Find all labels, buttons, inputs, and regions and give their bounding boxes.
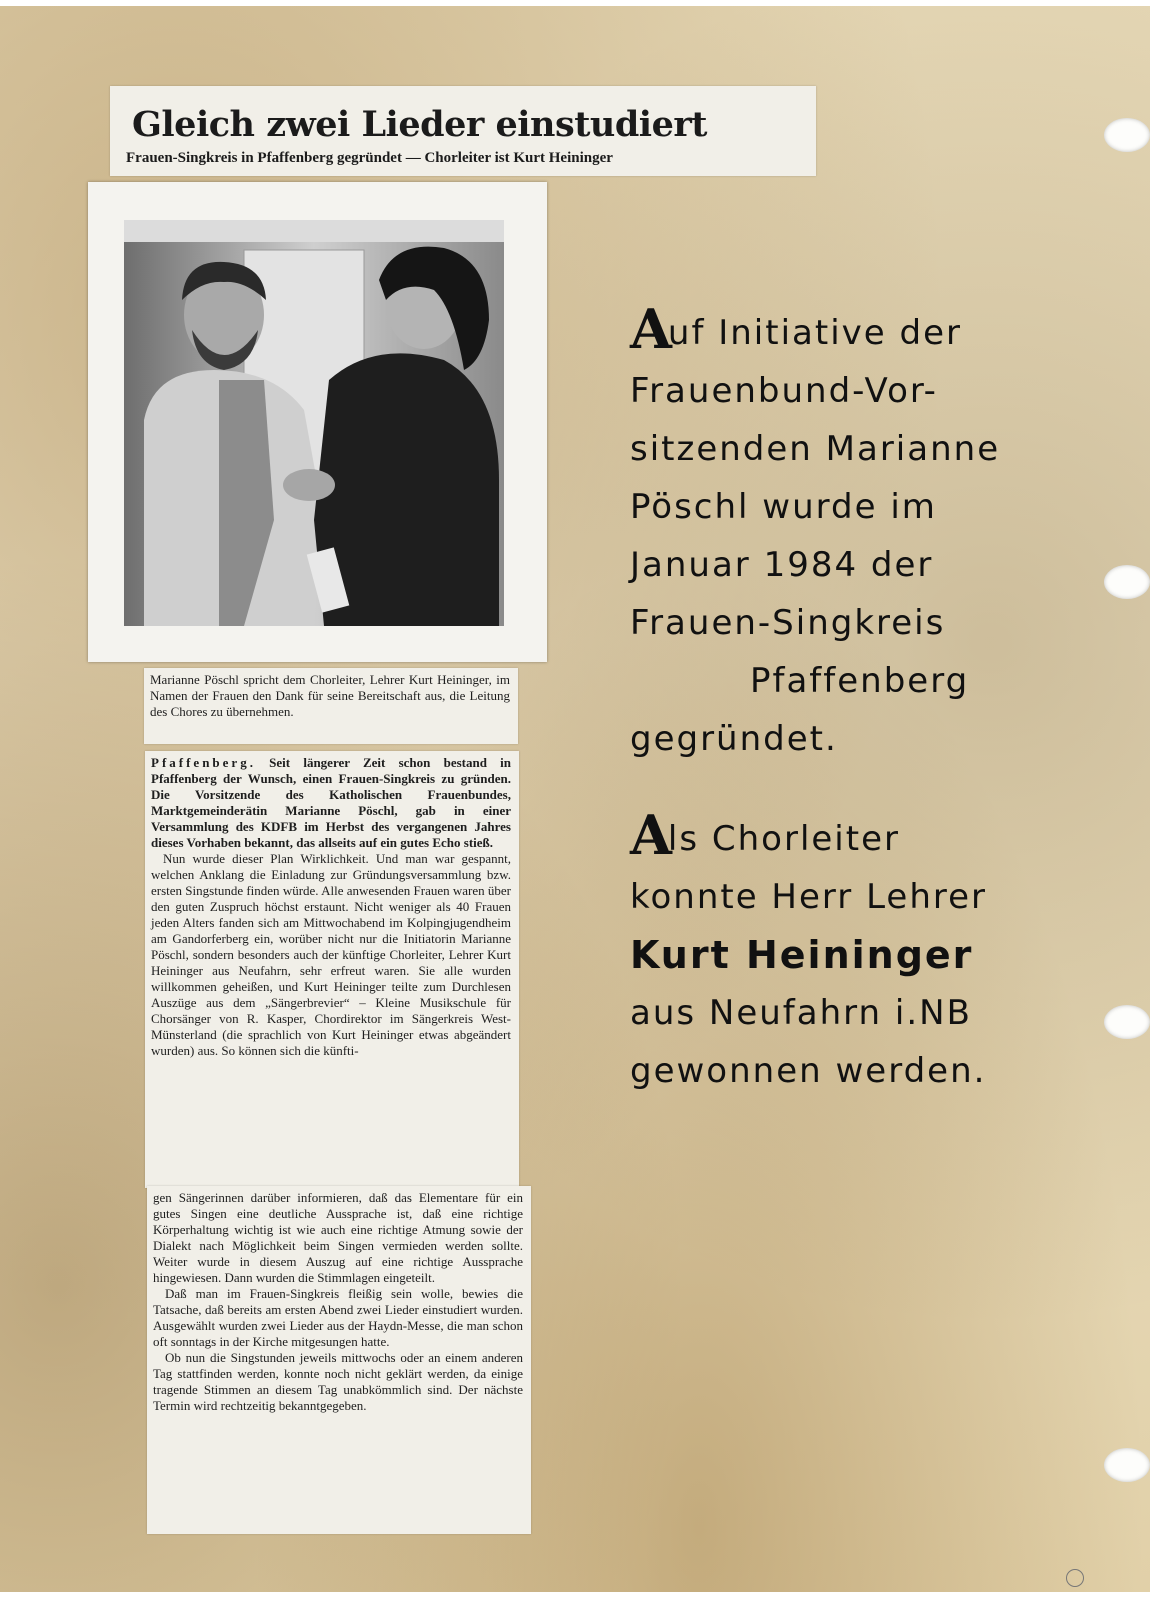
article-lead-paragraph bbox=[151, 755, 511, 851]
article-clipping-1 bbox=[145, 751, 519, 1188]
photo-caption-clipping bbox=[144, 668, 518, 744]
handwritten-line: aus Neufahrn i.NB bbox=[630, 993, 972, 1033]
handwritten-line: gewonnen werden. bbox=[630, 1051, 987, 1091]
handwritten-line: konnte Herr Lehrer bbox=[630, 877, 988, 917]
handwritten-text: uf Initiative der bbox=[667, 313, 962, 353]
headline-clipping bbox=[110, 86, 816, 176]
handwritten-text: ls Chorleiter bbox=[667, 819, 900, 859]
photo-illustration bbox=[124, 220, 504, 626]
photo-caption: Marianne Pöschl spricht dem Chorleiter, Lehrer Kurt Heininger, im Namen der Frauen den Dank für seine Bereitschaft aus, die Leitung des Chores zu übernehmen. bbox=[150, 672, 510, 719]
handwritten-line: sitzenden Marianne bbox=[630, 429, 1001, 469]
handwritten-name: Kurt Heininger bbox=[630, 933, 974, 977]
page-edge-bottom bbox=[0, 1592, 1165, 1607]
handwritten-line bbox=[630, 803, 1130, 868]
page-edge-top bbox=[0, 0, 1165, 6]
photo bbox=[124, 220, 504, 626]
punch-hole bbox=[1104, 118, 1150, 152]
handwritten-note bbox=[630, 297, 1130, 1100]
article-paragraph: Daß man im Frauen-Singkreis fleißig sein wolle, bewies die Tatsache, daß bereits am ersten Abend zwei Lieder einstudiert wurden. Ausgewählt wurden zwei Lieder aus der Haydn-Messe, die man schon oft sonntags in der Kirche mitgesungen hatte. bbox=[153, 1286, 523, 1349]
article-paragraph: gen Sängerinnen darüber informieren, daß das Elementare für ein gutes Singen eine deutliche Aussprache ist, daß eine richtige Körperhaltung wichtig ist wie auch eine richtige Atmung sowie der Dialekt nach Möglichkeit beim Singen vermieden werden sollte. Weiter wurde in diesem Auszug auf eine richtige Aussprache hingewiesen. Dann wurden die Stimmlagen eingeteilt. bbox=[153, 1190, 523, 1285]
article-dateline: Pfaffenberg. bbox=[151, 755, 256, 770]
punch-hole bbox=[1104, 1448, 1150, 1482]
handwritten-line bbox=[630, 297, 1130, 362]
article-paragraph: Nun wurde dieser Plan Wirklichkeit. Und man war gespannt, welchen Anklang die Einladung zur Gründungsversammlung bzw. ersten Singstunde finden würde. Alle anwesenden Frauen waren über den guten Zuspruch höchst erstaunt. Nicht weniger als 40 Frauen jeden Alters fanden sich am Mittwochabend im Kolpingjugendheim am Gandorferberg ein, worüber nicht nur die Initiatorin Marianne Pöschl, sondern besonders auch der künftige Chorleiter, Lehrer Kurt Heininger aus Neufahrn, sehr erfreut waren. Sie alle wurden willkommen geheißen, und Kurt Heininger teilte zum Durchlesen Auszüge aus dem „Sängerbrevier“ – Kleine Musikschule für Chorsänger von R. Kasper, Chordirektor im Sängerkreis West-Münsterland (die sprachlich von Kurt Heininger etwas abgeändert wurden) aus. So können sich die künfti- bbox=[151, 851, 511, 1058]
headline-title: Gleich zwei Lieder einstudiert bbox=[132, 104, 707, 145]
headline-subtitle: Frauen-Singkreis in Pfaffenberg gegründet — Chorleiter ist Kurt Heininger bbox=[126, 150, 613, 166]
article-text-2 bbox=[153, 1190, 523, 1414]
photo-frame bbox=[88, 182, 547, 662]
handwritten-initial: A bbox=[630, 297, 674, 361]
article-clipping-2 bbox=[147, 1186, 531, 1534]
paper-stamp-icon bbox=[1066, 1569, 1084, 1587]
handwritten-initial: A bbox=[630, 803, 674, 867]
page-edge-right bbox=[1150, 0, 1165, 1607]
handwritten-line: Frauenbund-Vor- bbox=[630, 371, 938, 411]
handwritten-line: Januar 1984 der bbox=[630, 545, 934, 585]
article-text-1 bbox=[151, 755, 511, 1059]
article-lead: Seit längerer Zeit schon bestand in Pfaffenberg der Wunsch, einen Frauen-Singkreis zu gründen. Die Vorsitzende des Katholischen Frauenbundes, Marktgemeinderätin Marianne Pöschl, gab in einer Versammlung des KDFB im Herbst des vergangenen Jahres dieses Vorhaben bekannt, das allseits auf ein gutes Echo stieß. bbox=[151, 755, 511, 850]
handwritten-line: Pfaffenberg bbox=[750, 661, 970, 701]
handwritten-line: Pöschl wurde im bbox=[630, 487, 937, 527]
handwritten-line: Frauen-Singkreis bbox=[630, 603, 946, 643]
article-paragraph: Ob nun die Singstunden jeweils mittwochs oder an einem anderen Tag stattfinden werden, konnte noch nicht geklärt werden, da einige tragende Stimmen an diesem Tag unabkömmlich sind. Der nächste Termin wird rechtzeitig bekanntgegeben. bbox=[153, 1350, 523, 1413]
handwritten-gap bbox=[630, 768, 1130, 806]
handwritten-line: gegründet. bbox=[630, 719, 838, 759]
